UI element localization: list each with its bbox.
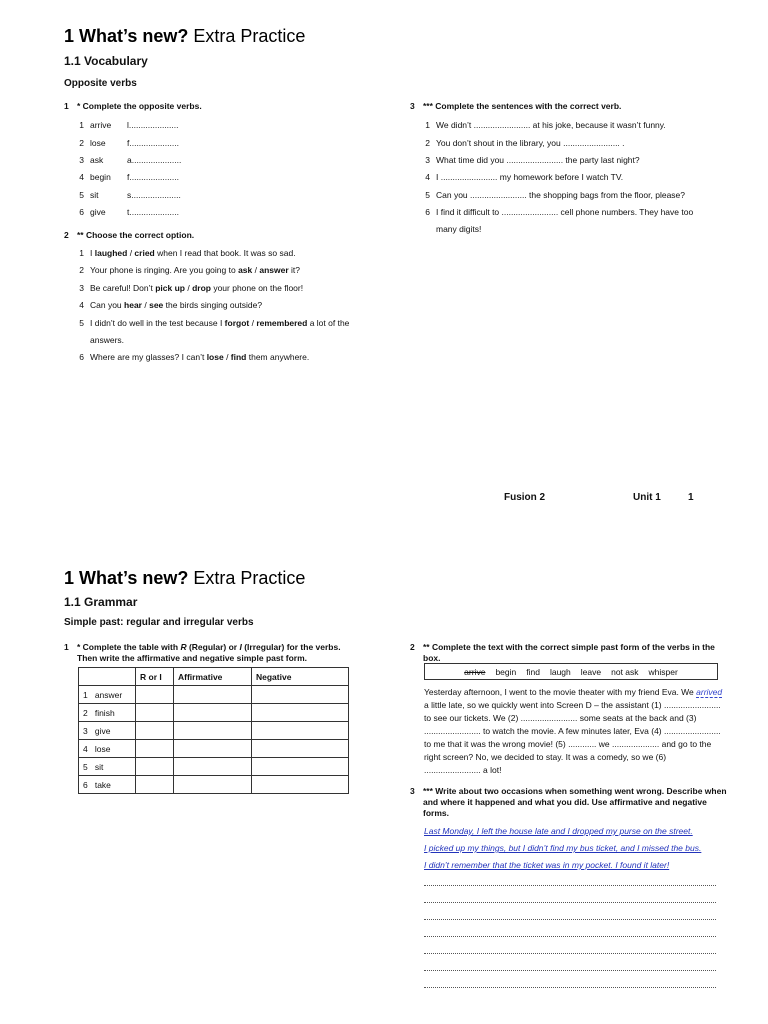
table-row xyxy=(79,758,349,776)
answer-cell[interactable] xyxy=(174,758,252,776)
example-answer: arrived xyxy=(696,687,723,697)
answer-cell[interactable] xyxy=(252,686,349,704)
writing-line[interactable] xyxy=(424,902,716,903)
table-header xyxy=(79,668,136,686)
page-title: 1 What’s new? Extra Practice xyxy=(64,568,306,588)
writing-line[interactable] xyxy=(424,953,716,954)
answer-cell[interactable] xyxy=(136,740,174,758)
word-box-item: laugh xyxy=(549,666,571,677)
example-sentence: Last Monday, I left the house late and I dropped my purse on the street. xyxy=(424,826,693,836)
table-row xyxy=(79,686,349,704)
writing-line[interactable] xyxy=(424,970,716,971)
table-header: Negative xyxy=(252,668,349,686)
answer-cell[interactable] xyxy=(252,704,349,722)
exercise-3-instruction: 3 *** Complete the sentences with the correct verb. xyxy=(410,101,622,111)
footer-page-number: 1 xyxy=(688,492,694,503)
verb-cell: 5 sit xyxy=(79,758,136,776)
writing-line[interactable] xyxy=(424,987,716,988)
word-box-item: find xyxy=(526,666,540,677)
exercise-2-instruction: 2 ** Complete the text with the correct simple past form of the verbs in the box. xyxy=(410,642,715,663)
answer-cell[interactable] xyxy=(136,758,174,776)
verb-cell: 6 take xyxy=(79,776,136,794)
verb-cell: 3 give xyxy=(79,722,136,740)
answer-cell[interactable] xyxy=(252,740,349,758)
answer-cell[interactable] xyxy=(252,758,349,776)
page-2 xyxy=(0,540,768,1024)
table-row xyxy=(79,740,349,758)
word-box-item: not ask xyxy=(611,666,639,677)
answer-cell[interactable] xyxy=(174,686,252,704)
answer-cell[interactable] xyxy=(136,686,174,704)
answer-cell[interactable] xyxy=(136,722,174,740)
word-box xyxy=(424,663,718,680)
footer-book: Fusion 2 xyxy=(504,492,546,503)
verb-cell: 1 answer xyxy=(79,686,136,704)
verb-cell: 4 lose xyxy=(79,740,136,758)
table-row xyxy=(79,704,349,722)
table-header: Affirmative xyxy=(174,668,252,686)
writing-line[interactable] xyxy=(424,936,716,937)
section-heading: Simple past: regular and irregular verbs xyxy=(64,617,254,628)
answer-cell[interactable] xyxy=(174,776,252,794)
exercise-3-instruction: 3 *** Write about two occasions when something went wrong. Describe when and where it happened and what you did. Use affirmative and negative forms. xyxy=(410,786,727,818)
answer-cell[interactable] xyxy=(252,722,349,740)
word-box-item-crossed: arrive xyxy=(464,666,486,677)
writing-line[interactable] xyxy=(424,885,716,886)
word-box-item: leave xyxy=(580,666,602,677)
answer-cell[interactable] xyxy=(136,776,174,794)
exercise-1-instruction: 1 * Complete the table with R (Regular) or I (Irregular) for the verbs. Then write the affirmative and negative simple past form. xyxy=(64,642,341,663)
exercise-2-instruction: 2 ** Choose the correct option. xyxy=(64,230,195,240)
answer-cell[interactable] xyxy=(174,704,252,722)
answer-cell[interactable] xyxy=(174,740,252,758)
verb-cell: 2 finish xyxy=(79,704,136,722)
table-row xyxy=(79,776,349,794)
lesson-subtitle: 1.1 Grammar xyxy=(64,595,138,609)
answer-cell[interactable] xyxy=(252,776,349,794)
word-box-item: begin xyxy=(495,666,517,677)
answer-cell[interactable] xyxy=(174,722,252,740)
word-box-item: whisper xyxy=(648,666,678,677)
example-sentence: I didn’t remember that the ticket was in my pocket. I found it later! xyxy=(424,860,670,870)
table-row xyxy=(79,722,349,740)
lesson-subtitle: 1.1 Vocabulary xyxy=(64,54,148,68)
gap-fill-text: Yesterday afternoon, I went to the movie theater with my friend Eva. We arrived a little late, so we quickly went into Screen D – the assistant (1) ........................ to see our tickets. We (2) ........................ some seats at the back and (3) ........................ to watch the movie. A few minutes later, Eva (4) ........................ to me that it was the wrong movie! (5) ............ we .................... and go to the right screen? No, we decided to stay. It was a comedy, so we (6) ........................ a lot! xyxy=(424,687,723,775)
writing-line[interactable] xyxy=(424,919,716,920)
page-title: 1 What’s new? Extra Practice xyxy=(64,26,306,46)
verb-table xyxy=(78,667,349,794)
exercise-1-instruction: 1 * Complete the opposite verbs. xyxy=(64,101,202,111)
section-heading: Opposite verbs xyxy=(64,78,137,89)
table-header: R or I xyxy=(136,668,174,686)
page-1: 1 What’s new? Extra Practice 1.1 Vocabulary Opposite verbs 1 * Complete the opposite verbs. 1 arrive l..................... 2 lose f..................... 3 ask a..................... 4 begin f..................... 5 sit s..................... 6 give t..................... 2 ** Choose the correct option. 1 I laughed / cried when I read that book. It was so sad. 2 Your phone is ringing. Are you going to ask / answer it? 3 Be careful! Don’t pick up / drop your phone on the floor! 4 Can you hear / see the birds singing outside? 5 I didn’t do well in the test because I forgot / remembered a lot of the answers. 6 Where are my glasses? I can’t lose / find them anywhere. 3 *** Complete the sentences with the correct verb. 1 We didn’t ........................ at his joke, because it wasn’t funny. 2 You don’t shout in the library, you ........................ . 3 What time did you ........................ the party last night? 4 I ........................ my homework before I watch TV. 5 Can you ........................ the shopping bags from the floor, please? 6 I find it difficult to ........................ cell phone numbers. They have too many digits! Fusion 2 Unit 1 1 xyxy=(0,0,768,512)
answer-cell[interactable] xyxy=(136,704,174,722)
example-sentence: I picked up my things, but I didn’t find my bus ticket, and I missed the bus. xyxy=(424,843,702,853)
table-header-row xyxy=(79,668,349,686)
footer-unit: Unit 1 xyxy=(633,492,661,503)
